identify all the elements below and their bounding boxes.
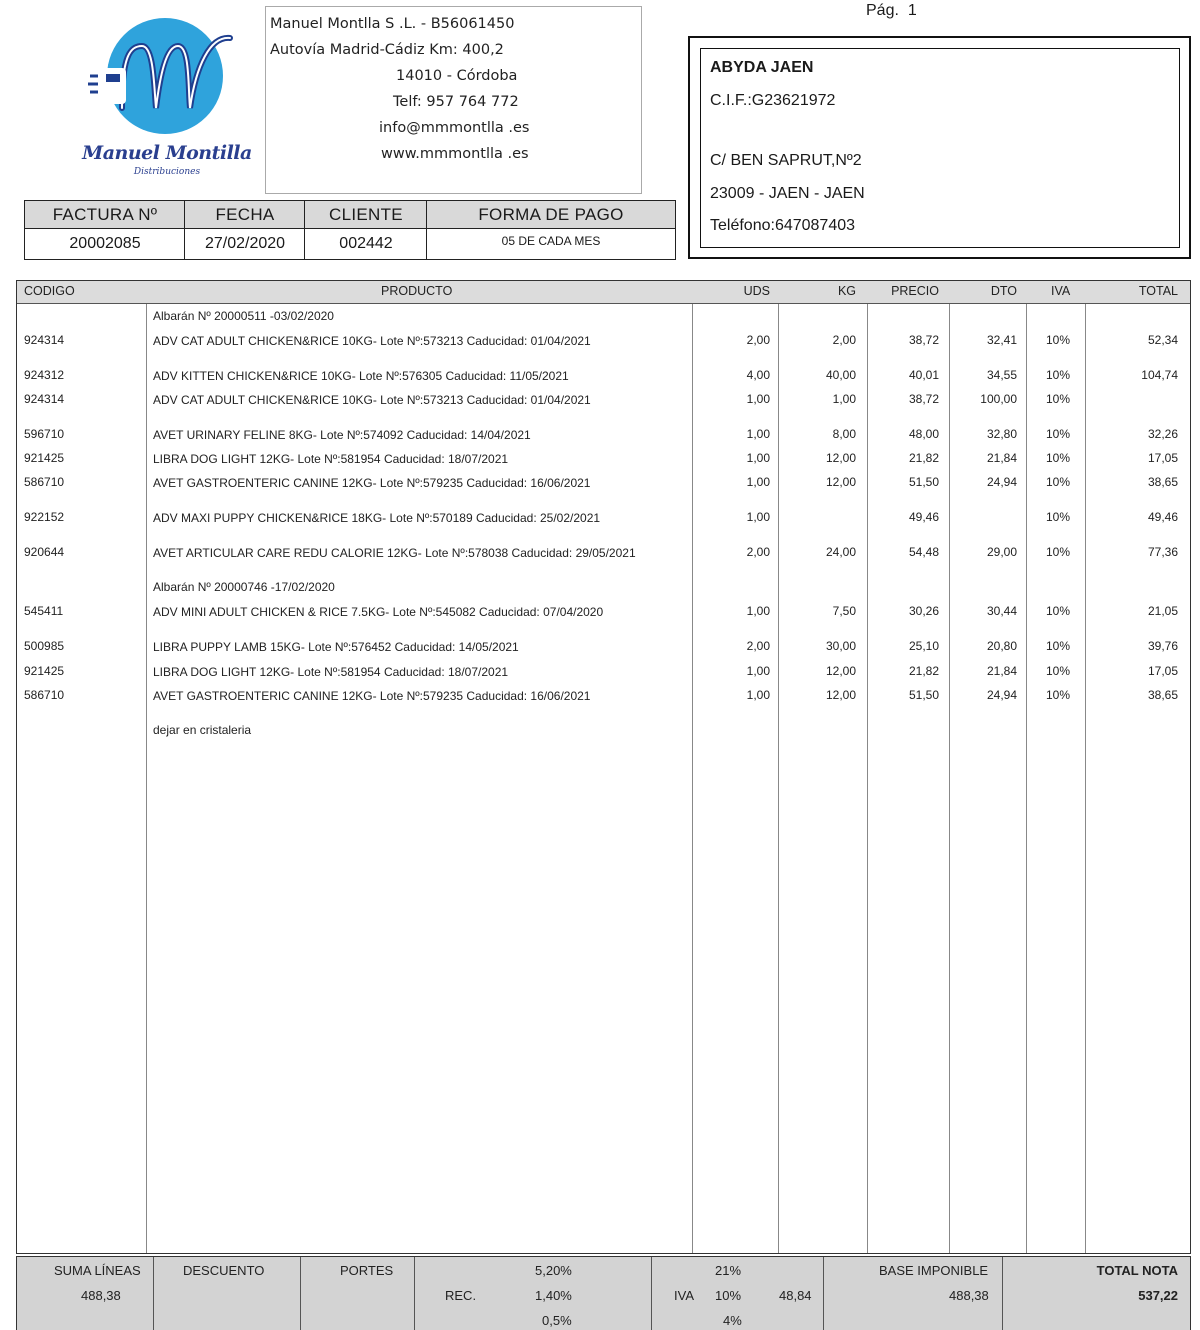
row-total: 49,46 (1147, 510, 1178, 524)
row-price: 25,10 (908, 639, 939, 653)
company-city: 14010 - Córdoba (396, 68, 518, 84)
row-total: 17,05 (1147, 451, 1178, 465)
iva-rate-2: 10% (715, 1288, 742, 1303)
row-vat: 10% (1046, 688, 1071, 702)
col-codigo: CODIGO (24, 284, 75, 298)
row-product: LIBRA PUPPY LAMB 15KG- Lote Nº:576452 Caducidad: 14/05/2021 (153, 640, 519, 654)
row-kg: 40,00 (825, 368, 856, 382)
row-price: 21,82 (908, 664, 939, 678)
company-address: Autovía Madrid-Cádiz Km: 400,2 (270, 42, 504, 58)
total-value: 537,22 (1138, 1288, 1178, 1303)
row-code: 924314 (24, 392, 65, 406)
company-name: Manuel Montlla S .L. - B56061450 (270, 16, 515, 32)
row-product: ADV CAT ADULT CHICKEN&RICE 10KG- Lote Nº:573213 Caducidad: 01/04/2021 (153, 393, 591, 407)
row-price: 51,50 (908, 688, 939, 702)
row-price: 54,48 (908, 545, 939, 559)
row-product: ADV KITTEN CHICKEN&RICE 10KG- Lote Nº:576305 Caducidad: 11/05/2021 (153, 369, 569, 383)
albaran-note: Albarán Nº 20000746 -17/02/2020 (153, 580, 335, 594)
row-discount: 24,94 (986, 688, 1017, 702)
customer-cif: C.I.F.:G23621972 (710, 92, 836, 109)
company-website: www.mmmontlla .es (381, 146, 529, 162)
shipping-label: PORTES (340, 1263, 394, 1278)
row-kg: 8,00 (832, 427, 856, 441)
row-discount: 30,44 (986, 604, 1017, 618)
row-code: 545411 (24, 604, 64, 618)
tax-base-value: 488,38 (949, 1288, 989, 1303)
col-producto: PRODUCTO (381, 284, 453, 298)
row-price: 49,46 (908, 510, 939, 524)
row-total: 52,34 (1147, 333, 1178, 347)
row-total: 38,65 (1147, 475, 1178, 489)
row-vat: 10% (1046, 475, 1071, 489)
delivery-note: dejar en cristaleria (153, 723, 252, 737)
row-discount: 32,80 (986, 427, 1017, 441)
row-uds: 1,00 (746, 664, 770, 678)
row-vat: 10% (1046, 664, 1071, 678)
row-vat: 10% (1046, 604, 1071, 618)
row-vat: 10% (1046, 392, 1071, 406)
rec-rate-1: 5,20% (535, 1263, 572, 1278)
row-vat: 10% (1046, 510, 1071, 524)
company-info-box (265, 6, 642, 194)
row-price: 38,72 (908, 333, 939, 347)
rec-label: REC. (445, 1288, 477, 1303)
row-discount: 20,80 (986, 639, 1017, 653)
tax-base-label: BASE IMPONIBLE (879, 1263, 989, 1278)
row-discount: 21,84 (986, 451, 1017, 465)
row-uds: 2,00 (746, 639, 770, 653)
row-product: AVET ARTICULAR CARE REDU CALORIE 12KG- Lote Nº:578038 Caducidad: 29/05/2021 (153, 546, 636, 560)
row-product: ADV CAT ADULT CHICKEN&RICE 10KG- Lote Nº:573213 Caducidad: 01/04/2021 (153, 334, 591, 348)
sum-lines-label: SUMA LÍNEAS (54, 1263, 141, 1278)
row-uds: 4,00 (746, 368, 770, 382)
row-product: AVET URINARY FELINE 8KG- Lote Nº:574092 Caducidad: 14/04/2021 (153, 428, 531, 442)
date-label: FECHA (184, 200, 306, 230)
col-kg: KG (837, 284, 856, 298)
date-value: 27/02/2020 (184, 228, 306, 260)
row-vat: 10% (1046, 545, 1071, 559)
total-label: TOTAL NOTA (1096, 1263, 1178, 1278)
client-label: CLIENTE (304, 200, 428, 230)
invoice-lines-table (16, 280, 1191, 1254)
row-code: 922152 (24, 510, 65, 524)
company-logo (70, 16, 260, 186)
row-uds: 1,00 (746, 688, 770, 702)
row-total: 21,05 (1147, 604, 1178, 618)
row-kg: 12,00 (825, 475, 856, 489)
rec-rate-3: 0,5% (542, 1313, 572, 1328)
row-discount: 21,84 (986, 664, 1017, 678)
iva-rate-1: 21% (715, 1263, 742, 1278)
row-code: 920644 (24, 545, 65, 559)
row-total: 32,26 (1147, 427, 1178, 441)
row-kg: 12,00 (825, 664, 856, 678)
row-kg: 12,00 (825, 451, 856, 465)
customer-city: 23009 - JAEN - JAEN (710, 185, 865, 202)
discount-label: DESCUENTO (183, 1263, 265, 1278)
row-kg: 2,00 (832, 333, 856, 347)
row-product: AVET GASTROENTERIC CANINE 12KG- Lote Nº:579235 Caducidad: 16/06/2021 (153, 689, 591, 703)
row-product: LIBRA DOG LIGHT 12KG- Lote Nº:581954 Caducidad: 18/07/2021 (153, 452, 509, 466)
row-kg: 24,00 (825, 545, 856, 559)
row-discount: 34,55 (986, 368, 1017, 382)
page-label: Pág. (866, 2, 899, 19)
row-kg: 30,00 (825, 639, 856, 653)
row-kg: 12,00 (825, 688, 856, 702)
row-code: 924314 (24, 333, 65, 347)
row-product: LIBRA DOG LIGHT 12KG- Lote Nº:581954 Caducidad: 18/07/2021 (153, 665, 509, 679)
page-value: 1 (907, 2, 917, 19)
row-code: 924312 (24, 368, 65, 382)
row-price: 30,26 (908, 604, 939, 618)
row-total: 39,76 (1147, 639, 1178, 653)
iva-rate-3: 4% (723, 1313, 742, 1328)
row-code: 586710 (24, 688, 65, 702)
logo-emblem-icon (70, 16, 260, 146)
row-vat: 10% (1046, 333, 1071, 347)
rec-rate-2: 1,40% (535, 1288, 572, 1303)
col-uds: UDS (743, 284, 770, 298)
row-total: 38,65 (1147, 688, 1178, 702)
row-product: AVET GASTROENTERIC CANINE 12KG- Lote Nº:579235 Caducidad: 16/06/2021 (153, 476, 591, 490)
row-discount: 24,94 (986, 475, 1017, 489)
company-email: info@mmmontlla .es (379, 120, 530, 136)
col-iva: IVA (1051, 284, 1071, 298)
invoice-number-value: 20002085 (24, 228, 186, 260)
row-total: 104,74 (1141, 368, 1178, 382)
sum-lines-value: 488,38 (81, 1288, 121, 1303)
row-discount: 29,00 (986, 545, 1017, 559)
row-product: ADV MINI ADULT CHICKEN & RICE 7.5KG- Lote Nº:545082 Caducidad: 07/04/2020 (153, 605, 604, 619)
row-code: 596710 (24, 427, 65, 441)
row-code: 586710 (24, 475, 65, 489)
row-kg: 1,00 (832, 392, 856, 406)
col-total: TOTAL (1138, 284, 1178, 298)
col-precio: PRECIO (891, 284, 939, 298)
iva-amount: 48,84 (779, 1288, 812, 1303)
customer-name: ABYDA JAEN (710, 59, 814, 76)
row-uds: 2,00 (746, 333, 770, 347)
row-uds: 1,00 (746, 510, 770, 524)
row-price: 40,01 (908, 368, 939, 382)
row-uds: 1,00 (746, 427, 770, 441)
row-price: 51,50 (908, 475, 939, 489)
iva-label: IVA (674, 1288, 694, 1303)
logo-subtitle: Distribuciones (133, 167, 201, 177)
row-price: 21,82 (908, 451, 939, 465)
row-uds: 2,00 (746, 545, 770, 559)
row-uds: 1,00 (746, 475, 770, 489)
row-vat: 10% (1046, 368, 1071, 382)
payment-method-label: FORMA DE PAGO (426, 200, 676, 230)
row-vat: 10% (1046, 427, 1071, 441)
albaran-note: Albarán Nº 20000511 -03/02/2020 (153, 309, 334, 323)
invoice-totals-footer (16, 1256, 1191, 1330)
invoice-number-label: FACTURA Nº (24, 200, 186, 230)
customer-box (688, 36, 1191, 259)
client-value: 002442 (304, 228, 428, 260)
customer-street: C/ BEN SAPRUT,Nº2 (710, 152, 862, 169)
lines-header (17, 281, 1190, 304)
payment-method-value: 05 DE CADA MES (426, 228, 676, 260)
company-phone: Telf: 957 764 772 (393, 94, 519, 110)
row-product: ADV MAXI PUPPY CHICKEN&RICE 18KG- Lote Nº:570189 Caducidad: 25/02/2021 (153, 511, 601, 525)
row-uds: 1,00 (746, 392, 770, 406)
row-total: 77,36 (1147, 545, 1178, 559)
row-uds: 1,00 (746, 451, 770, 465)
row-price: 38,72 (908, 392, 939, 406)
row-uds: 1,00 (746, 604, 770, 618)
row-vat: 10% (1046, 639, 1071, 653)
logo-name: Manuel Montilla (82, 142, 252, 164)
row-discount: 100,00 (980, 392, 1017, 406)
row-code: 921425 (24, 664, 65, 678)
row-discount: 32,41 (986, 333, 1017, 347)
row-vat: 10% (1046, 451, 1071, 465)
invoice-header-table (24, 200, 676, 260)
row-total: 17,05 (1147, 664, 1178, 678)
row-code: 500985 (24, 639, 65, 653)
customer-phone: Teléfono:647087403 (710, 217, 856, 234)
row-kg: 7,50 (832, 604, 856, 618)
col-dto: DTO (990, 284, 1017, 298)
row-code: 921425 (24, 451, 65, 465)
row-price: 48,00 (908, 427, 939, 441)
page-number (866, 2, 917, 20)
